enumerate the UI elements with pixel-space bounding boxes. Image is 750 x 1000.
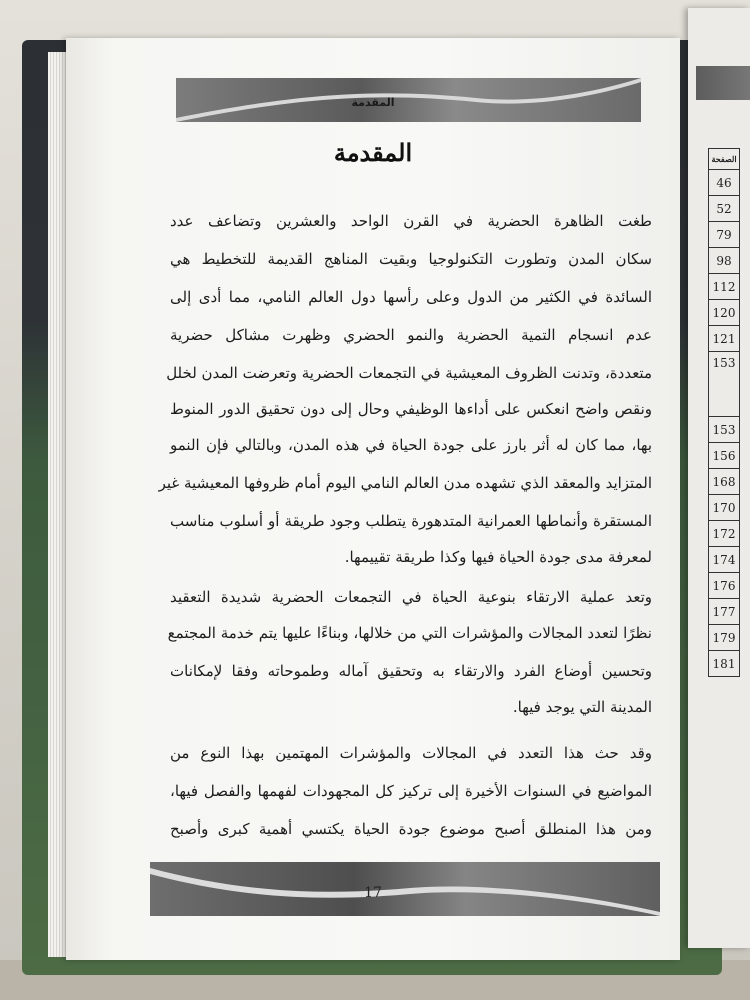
page-number: 17 [364,885,382,901]
text-line: عدم انسجام التمية الحضرية والنمو الحضري وظهرت مشاكل حضرية [170,326,652,344]
text-line: طغت الظاهرة الحضرية في القرن الواحد والعشرين وتضاعف عدد [170,212,652,230]
toc-page-cell: 177 [709,599,740,625]
text-line: المدينة التي يوجد فيها. [512,698,652,716]
toc-page-cell: 153 [709,352,740,417]
toc-page-cell: 98 [709,248,740,274]
toc-page-cell: 120 [709,300,740,326]
text-line: وتعد عملية الارتقاء بنوعية الحياة في التجمعات الحضرية شديدة التعقيد [170,588,652,606]
toc-header-cell: الصفحة [709,149,740,170]
text-line: لمعرفة مدى جودة الحياة فيها وكذا طريقة تقييمها. [344,548,652,566]
text-line: سكان المدن وتطورت التكنولوجيا وبقيت المناهج القديمة للتخطيط هي [170,250,652,268]
toc-page-cell: 170 [709,495,740,521]
text-line: المواضيع في السنوات الأخيرة إلى تركيز كل المجهودات لفهمها والفصل فيها، [170,782,652,800]
toc-table [708,148,740,677]
toc-page-cell: 52 [709,196,740,222]
toc-page-cell: 181 [709,651,740,677]
toc-page-cell: 153 [709,417,740,443]
toc-page-cell: 112 [709,274,740,300]
text-line: ونقص واضح انعكس على أداءها الوظيفي وحال إلى دون تحقيق الدور المنوط [170,400,652,418]
toc-page-cell: 172 [709,521,740,547]
text-line: المتزايد والمعقد الذي تشهده مدن العالم النامي اليوم أمام ظروفها المعيشية غير [158,474,652,492]
toc-page-cell: 46 [709,170,740,196]
text-line: بها، مما كان له أثر بارز على جودة الحياة في هذه المدن، وبالتالي فإن النمو [170,436,652,454]
toc-page-cell: 179 [709,625,740,651]
toc-page-cell: 174 [709,547,740,573]
toc-page-cell: 168 [709,469,740,495]
section-heading: المقدمة [333,138,413,167]
text-line: السائدة في الكثير من الدول وعلى رأسها دول العالم النامي، مما أدى إلى [170,288,652,306]
text-line: متعددة، وتدنت الظروف المعيشية في التجمعات الحضرية وتعرضت المدن لخلل [166,364,652,382]
text-line: ومن هذا المنطلق أصبح موضوع جودة الحياة يكتسي أهمية كبرى وأصبح [170,820,652,838]
toc-page-cell: 79 [709,222,740,248]
next-page [688,8,750,948]
text-line: المستقرة وأنماطها العمرانية المتدهورة يتطلب وجود طريقة أو أسلوب مناسب [170,512,652,530]
toc-page-cell: 121 [709,326,740,352]
text-line: وتحسين أوضاع الفرد والارتقاء به وتحقيق آماله وطموحاته وفقا لإمكانات [170,662,652,680]
toc-page-cell: 176 [709,573,740,599]
next-page-header-band [696,66,750,100]
running-header-title: المقدمة [351,96,395,109]
toc-page-cell: 156 [709,443,740,469]
text-line: وقد حث هذا التعدد في المجالات والمؤشرات المهتمين بهذا النوع من [170,744,652,762]
text-line: نظرًا لتعدد المجالات والمؤشرات التي من خلالها، وبناءًا عليها يتم خدمة المجتمع [167,624,652,642]
book-page [66,38,680,960]
